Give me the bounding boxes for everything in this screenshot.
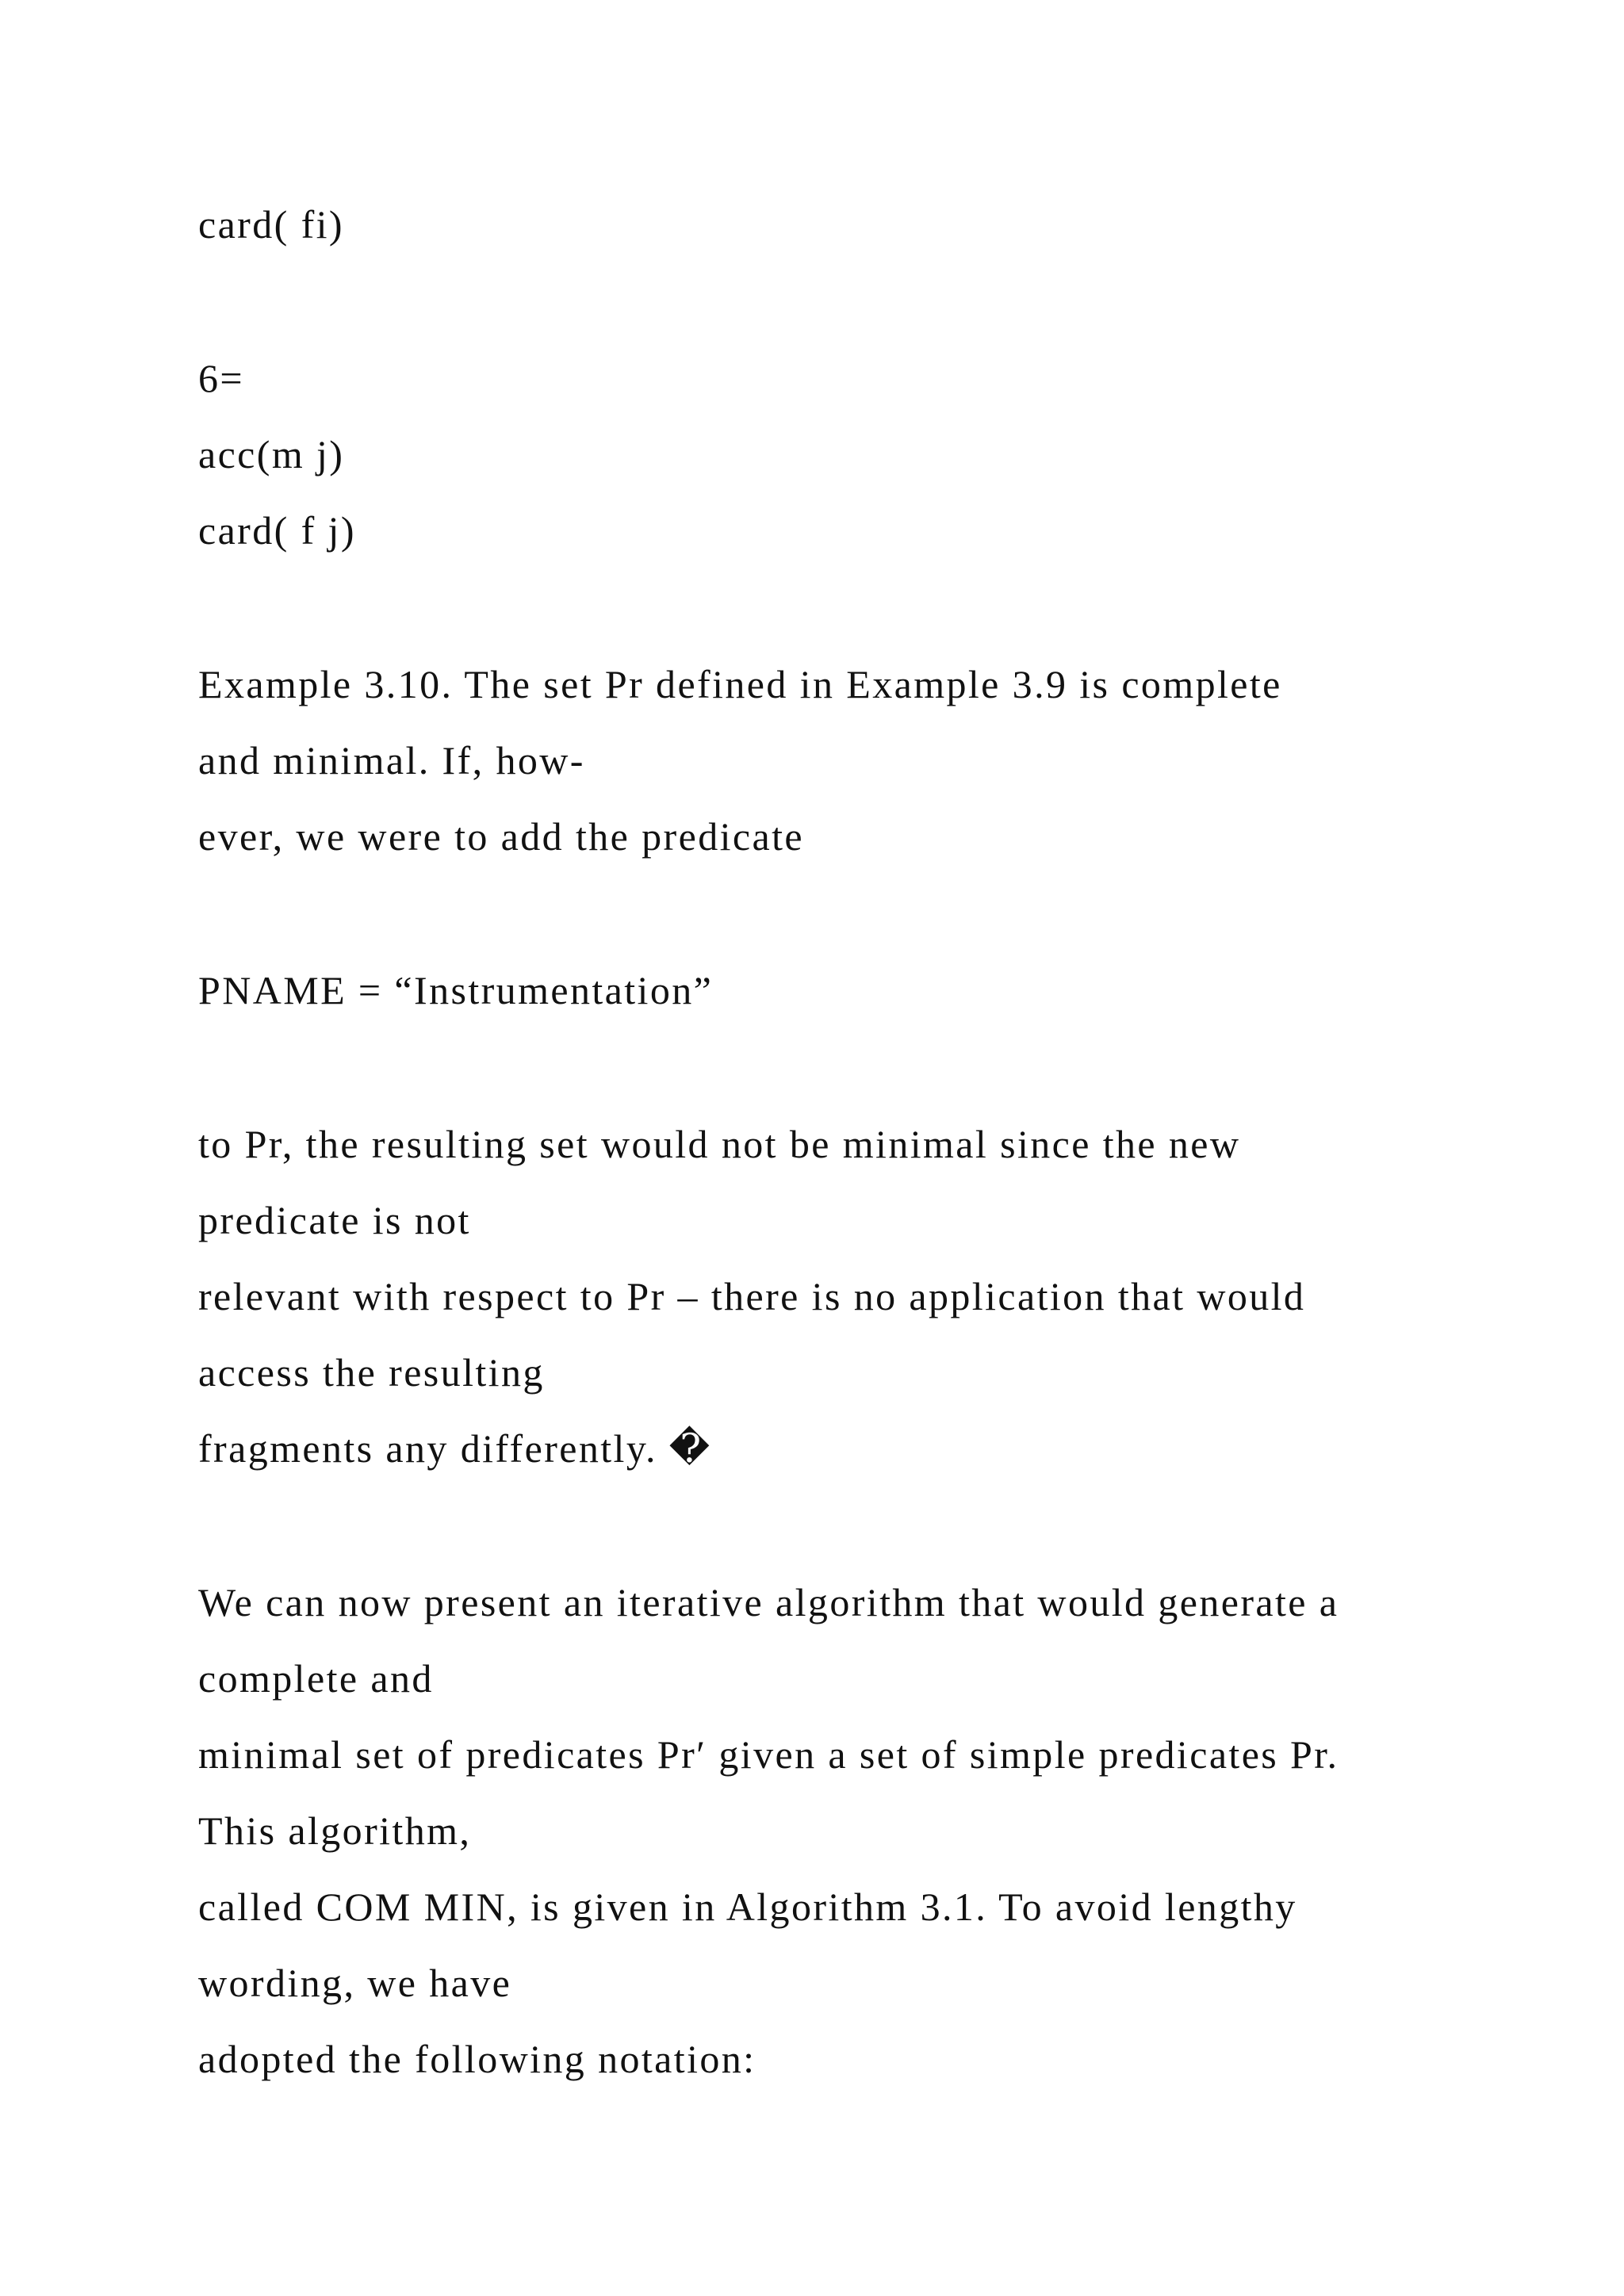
- formula-line-card-fj: card( f j): [198, 508, 356, 553]
- paragraph-line: to Pr, the resulting set would not be minimal since the new: [198, 1122, 1241, 1166]
- formula-line-acc-mj: acc(m j): [198, 432, 345, 476]
- paragraph-line: called COM MIN, is given in Algorithm 3.1. To avoid lengthy: [198, 1885, 1297, 1929]
- formula-line-card-fi: card( fi): [198, 202, 344, 247]
- paragraph-line: predicate is not: [198, 1198, 471, 1242]
- paragraph-line: adopted the following notation:: [198, 2037, 756, 2081]
- example-text-line: ever, we were to add the predicate: [198, 814, 804, 859]
- paragraph-line: This algorithm,: [198, 1808, 472, 1853]
- paragraph-line: relevant with respect to Pr – there is no application that would: [198, 1274, 1306, 1318]
- formula-line-not-equal: 6=: [198, 356, 244, 400]
- paragraph-line: complete and: [198, 1656, 434, 1701]
- paragraph-line: wording, we have: [198, 1961, 512, 2005]
- paragraph-line: We can now present an iterative algorithm that would generate a: [198, 1580, 1339, 1624]
- paragraph-line: access the resulting: [198, 1350, 545, 1395]
- predicate-line: PNAME = “Instrumentation”: [198, 968, 714, 1012]
- paragraph-line: minimal set of predicates Pr′ given a set of simple predicates Pr.: [198, 1732, 1339, 1777]
- example-text-line: Example 3.10. The set Pr defined in Example 3.9 is complete: [198, 662, 1282, 706]
- example-text-line: and minimal. If, how-: [198, 738, 585, 783]
- paragraph-line: fragments any differently. �: [198, 1426, 712, 1471]
